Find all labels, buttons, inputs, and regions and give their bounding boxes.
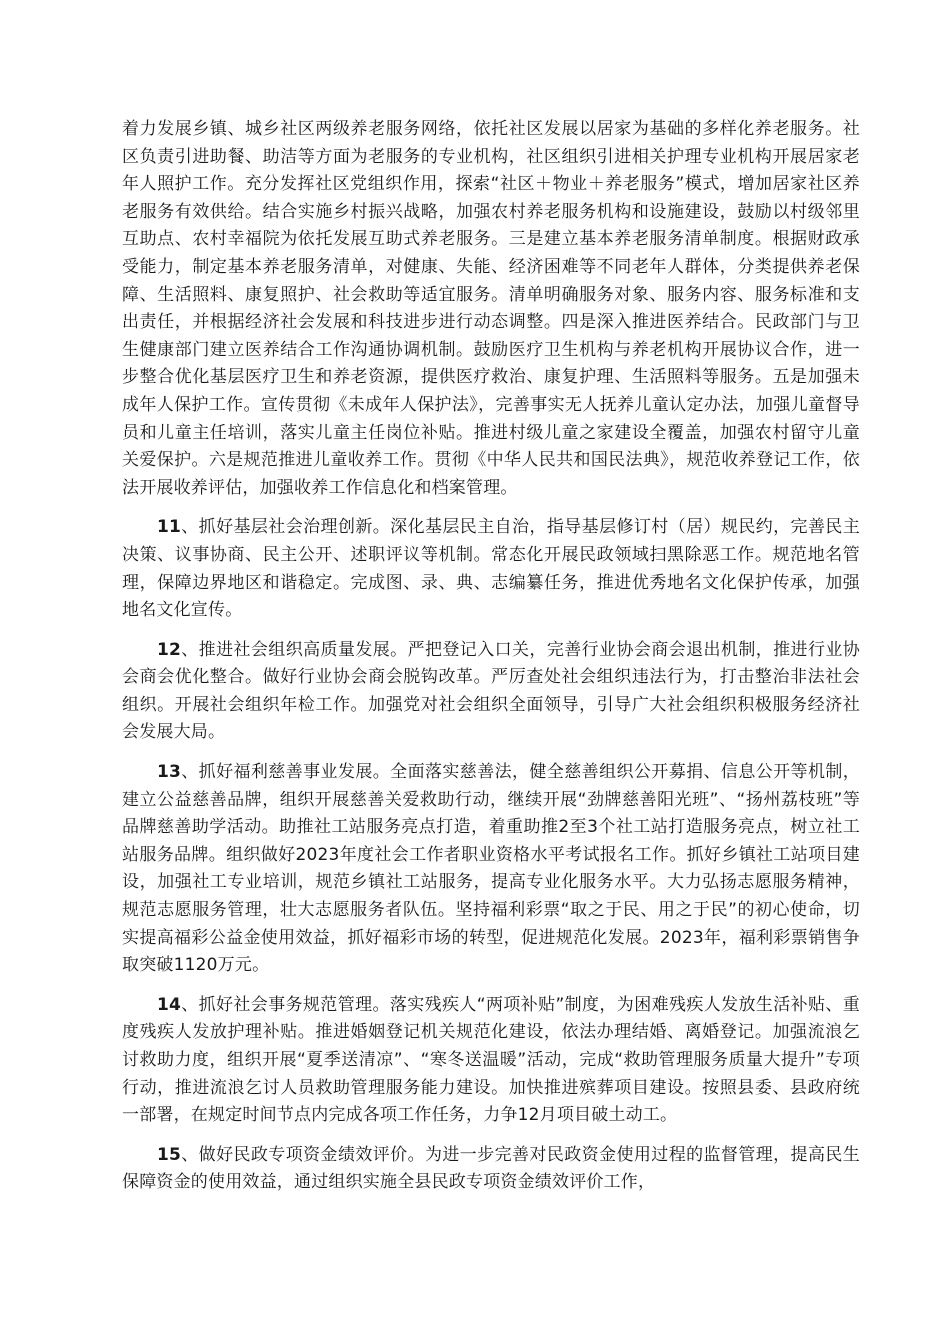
item-number: 13 <box>157 762 182 783</box>
item-number: 14 <box>157 994 182 1015</box>
paragraph-text: 、抓好基层社会治理创新。深化基层民主自治，指导基层修订村（居）规民约，完善民主决策、议事协商、民主公开、述职评议等机制。常态化开展民政领域扫黑除恶工作。规范地名管理，保障边界地区和谐稳定。完成图、录、典、志编纂任务，推进优秀地名文化保护传承，加强地名文化宣传。 <box>122 517 860 621</box>
paragraph-item-13 <box>122 759 860 980</box>
paragraph-text: 、抓好福利慈善事业发展。全面落实慈善法，健全慈善组织公开募捐、信息公开等机制，建立公益慈善品牌，组织开展慈善关爱救助行动，继续开展“劲牌慈善阳光班”、“扬州荔枝班”等品牌慈善助学活动。助推社工站服务亮点打造，着重助推2至3个社工站打造服务亮点，树立社工站服务品牌。组织做好2023年度社会工作者职业资格水平考试报名工作。抓好乡镇社工站项目建设，加强社工专业培训，规范乡镇社工站服务，提高专业化服务水平。大力弘扬志愿服务精神，规范志愿服务管理，壮大志愿服务者队伍。坚持福利彩票“取之于民、用之于民”的初心使命，切实提高福彩公益金使用效益，抓好福彩市场的转型，促进规范化发展。2023年，福利彩票销售争取突破1120万元。 <box>122 762 860 976</box>
paragraph-text: 、抓好社会事务规范管理。落实残疾人“两项补贴”制度，为困难残疾人发放生活补贴、重度残疾人发放护理补贴。推进婚姻登记机关规范化建设，依法办理结婚、离婚登记。加强流浪乞讨救助力度，组织开展“夏季送清凉”、“寒冬送温暖”活动，完成“救助管理服务质量大提升”专项行动，推进流浪乞讨人员救助管理服务能力建设。加快推进殡葬项目建设。按照县委、县政府统一部署，在规定时间节点内完成各项工作任务，力争12月项目破土动工。 <box>122 994 860 1126</box>
paragraph-item-11 <box>122 514 860 624</box>
item-number: 11 <box>157 517 182 538</box>
paragraph-continuation <box>122 116 860 502</box>
paragraph-item-15 <box>122 1142 860 1197</box>
paragraph-text: 着力发展乡镇、城乡社区两级养老服务网络，依托社区发展以居家为基础的多样化养老服务。社区负责引进助餐、助洁等方面为老服务的专业机构，社区组织引进相关护理专业机构开展居家老年人照护工作。充分发挥社区党组织作用，探索“社区＋物业＋养老服务”模式，增加居家社区养老服务有效供给。结合实施乡村振兴战略，加强农村养老服务机构和设施建设，鼓励以村级邻里互助点、农村幸福院为依托发展互助式养老服务。三是建立基本养老服务清单制度。根据财政承受能力，制定基本养老服务清单，对健康、失能、经济困难等不同老年人群体，分类提供养老保障、生活照料、康复照护、社会救助等适宜服务。清单明确服务对象、服务内容、服务标准和支出责任，并根据经济社会发展和科技进步进行动态调整。四是深入推进医养结合。民政部门与卫生健康部门建立医养结合工作沟通协调机制。鼓励医疗卫生机构与养老机构开展协议合作，进一步整合优化基层医疗卫生和养老资源，提供医疗救治、康复护理、生活照料等服务。五是加强未成年人保护工作。宣传贯彻《未成年人保护法》，完善事实无人抚养儿童认定办法，加强儿童督导员和儿童主任培训，落实儿童主任岗位补贴。推进村级儿童之家建设全覆盖，加强农村留守儿童关爱保护。六是规范推进儿童收养工作。贯彻《中华人民共和国民法典》，规范收养登记工作，依法开展收养评估，加强收养工作信息化和档案管理。 <box>122 119 860 498</box>
paragraph-item-14 <box>122 992 860 1130</box>
paragraph-text: 、推进社会组织高质量发展。严把登记入口关，完善行业协会商会退出机制，推进行业协会商会优化整合。做好行业协会商会脱钩改革。严厉查处社会组织违法行为，打击整治非法社会组织。开展社会组织年检工作。加强党对社会组织全面领导，引导广大社会组织积极服务经济社会发展大局。 <box>122 639 860 743</box>
item-number: 15 <box>157 1144 182 1165</box>
item-number: 12 <box>157 639 182 660</box>
paragraph-item-12 <box>122 637 860 747</box>
document-body <box>122 116 860 1209</box>
paragraph-text: 、做好民政专项资金绩效评价。为进一步完善对民政资金使用过程的监督管理，提高民生保障资金的使用效益，通过组织实施全县民政专项资金绩效评价工作， <box>122 1144 860 1193</box>
